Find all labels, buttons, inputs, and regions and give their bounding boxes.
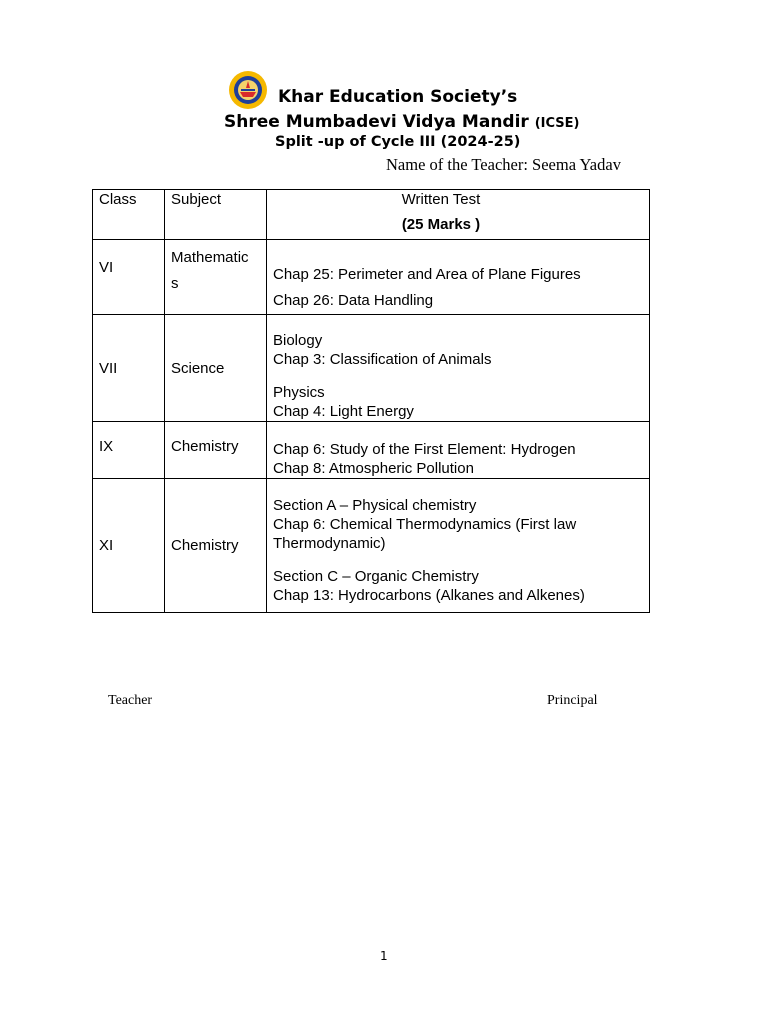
society-name: Khar Education Society’s bbox=[278, 87, 518, 107]
topic-line: Chap 4: Light Energy bbox=[273, 403, 414, 420]
topic-line: Chap 25: Perimeter and Area of Plane Figures bbox=[273, 266, 581, 283]
table-header-row bbox=[93, 190, 650, 240]
document-subtitle: Split -up of Cycle III (2024-25) bbox=[275, 134, 521, 150]
subject-cell: Science bbox=[165, 315, 267, 422]
subject-cell bbox=[165, 240, 267, 315]
header-written-test bbox=[267, 190, 650, 240]
topic-line: Thermodynamic) bbox=[273, 535, 386, 552]
table-row bbox=[93, 479, 650, 613]
subject-line: Mathematic bbox=[171, 249, 249, 266]
topic-line: Chap 6: Chemical Thermodynamics (First law bbox=[273, 516, 577, 533]
teacher-signature-label: Teacher bbox=[108, 693, 153, 708]
class-cell: VII bbox=[93, 315, 165, 422]
board-label: (ICSE) bbox=[534, 116, 580, 131]
school-name bbox=[224, 112, 579, 132]
header-class: Class bbox=[93, 190, 165, 240]
topic-line: Chap 26: Data Handling bbox=[273, 292, 434, 309]
school-title: Shree Mumbadevi Vidya Mandir bbox=[224, 112, 529, 132]
subject-cell: Chemistry bbox=[165, 479, 267, 613]
topic-line: Chap 13: Hydrocarbons (Alkanes and Alkenes) bbox=[273, 587, 585, 604]
teacher-name-line: Name of the Teacher: Seema Yadav bbox=[386, 155, 621, 174]
class-cell: XI bbox=[93, 479, 165, 613]
header-subject: Subject bbox=[165, 190, 267, 240]
marks-label: (25 Marks ) bbox=[401, 216, 481, 233]
topics-cell bbox=[267, 315, 650, 422]
written-test-label: Written Test bbox=[401, 191, 481, 208]
table-row bbox=[93, 422, 650, 479]
topic-line: Section A – Physical chemistry bbox=[273, 497, 477, 514]
topic-line: Chap 3: Classification of Animals bbox=[273, 351, 492, 368]
table-row bbox=[93, 315, 650, 422]
topics-cell bbox=[267, 422, 650, 479]
topic-line: Chap 8: Atmospheric Pollution bbox=[273, 460, 474, 477]
split-up-table bbox=[92, 189, 650, 613]
topic-line: Section C – Organic Chemistry bbox=[273, 568, 479, 585]
topic-line: Physics bbox=[273, 384, 325, 401]
table-row bbox=[93, 240, 650, 315]
page-number: 1 bbox=[380, 949, 388, 963]
topics-cell bbox=[267, 479, 650, 613]
class-cell: VI bbox=[93, 240, 165, 315]
subject-line: s bbox=[171, 275, 179, 292]
topic-line: Chap 6: Study of the First Element: Hydrogen bbox=[273, 441, 576, 458]
principal-signature-label: Principal bbox=[547, 693, 598, 708]
topic-line: Biology bbox=[273, 332, 323, 349]
subject-cell: Chemistry bbox=[165, 422, 267, 479]
class-cell: IX bbox=[93, 422, 165, 479]
school-crest-icon bbox=[228, 70, 268, 110]
topics-cell bbox=[267, 240, 650, 315]
